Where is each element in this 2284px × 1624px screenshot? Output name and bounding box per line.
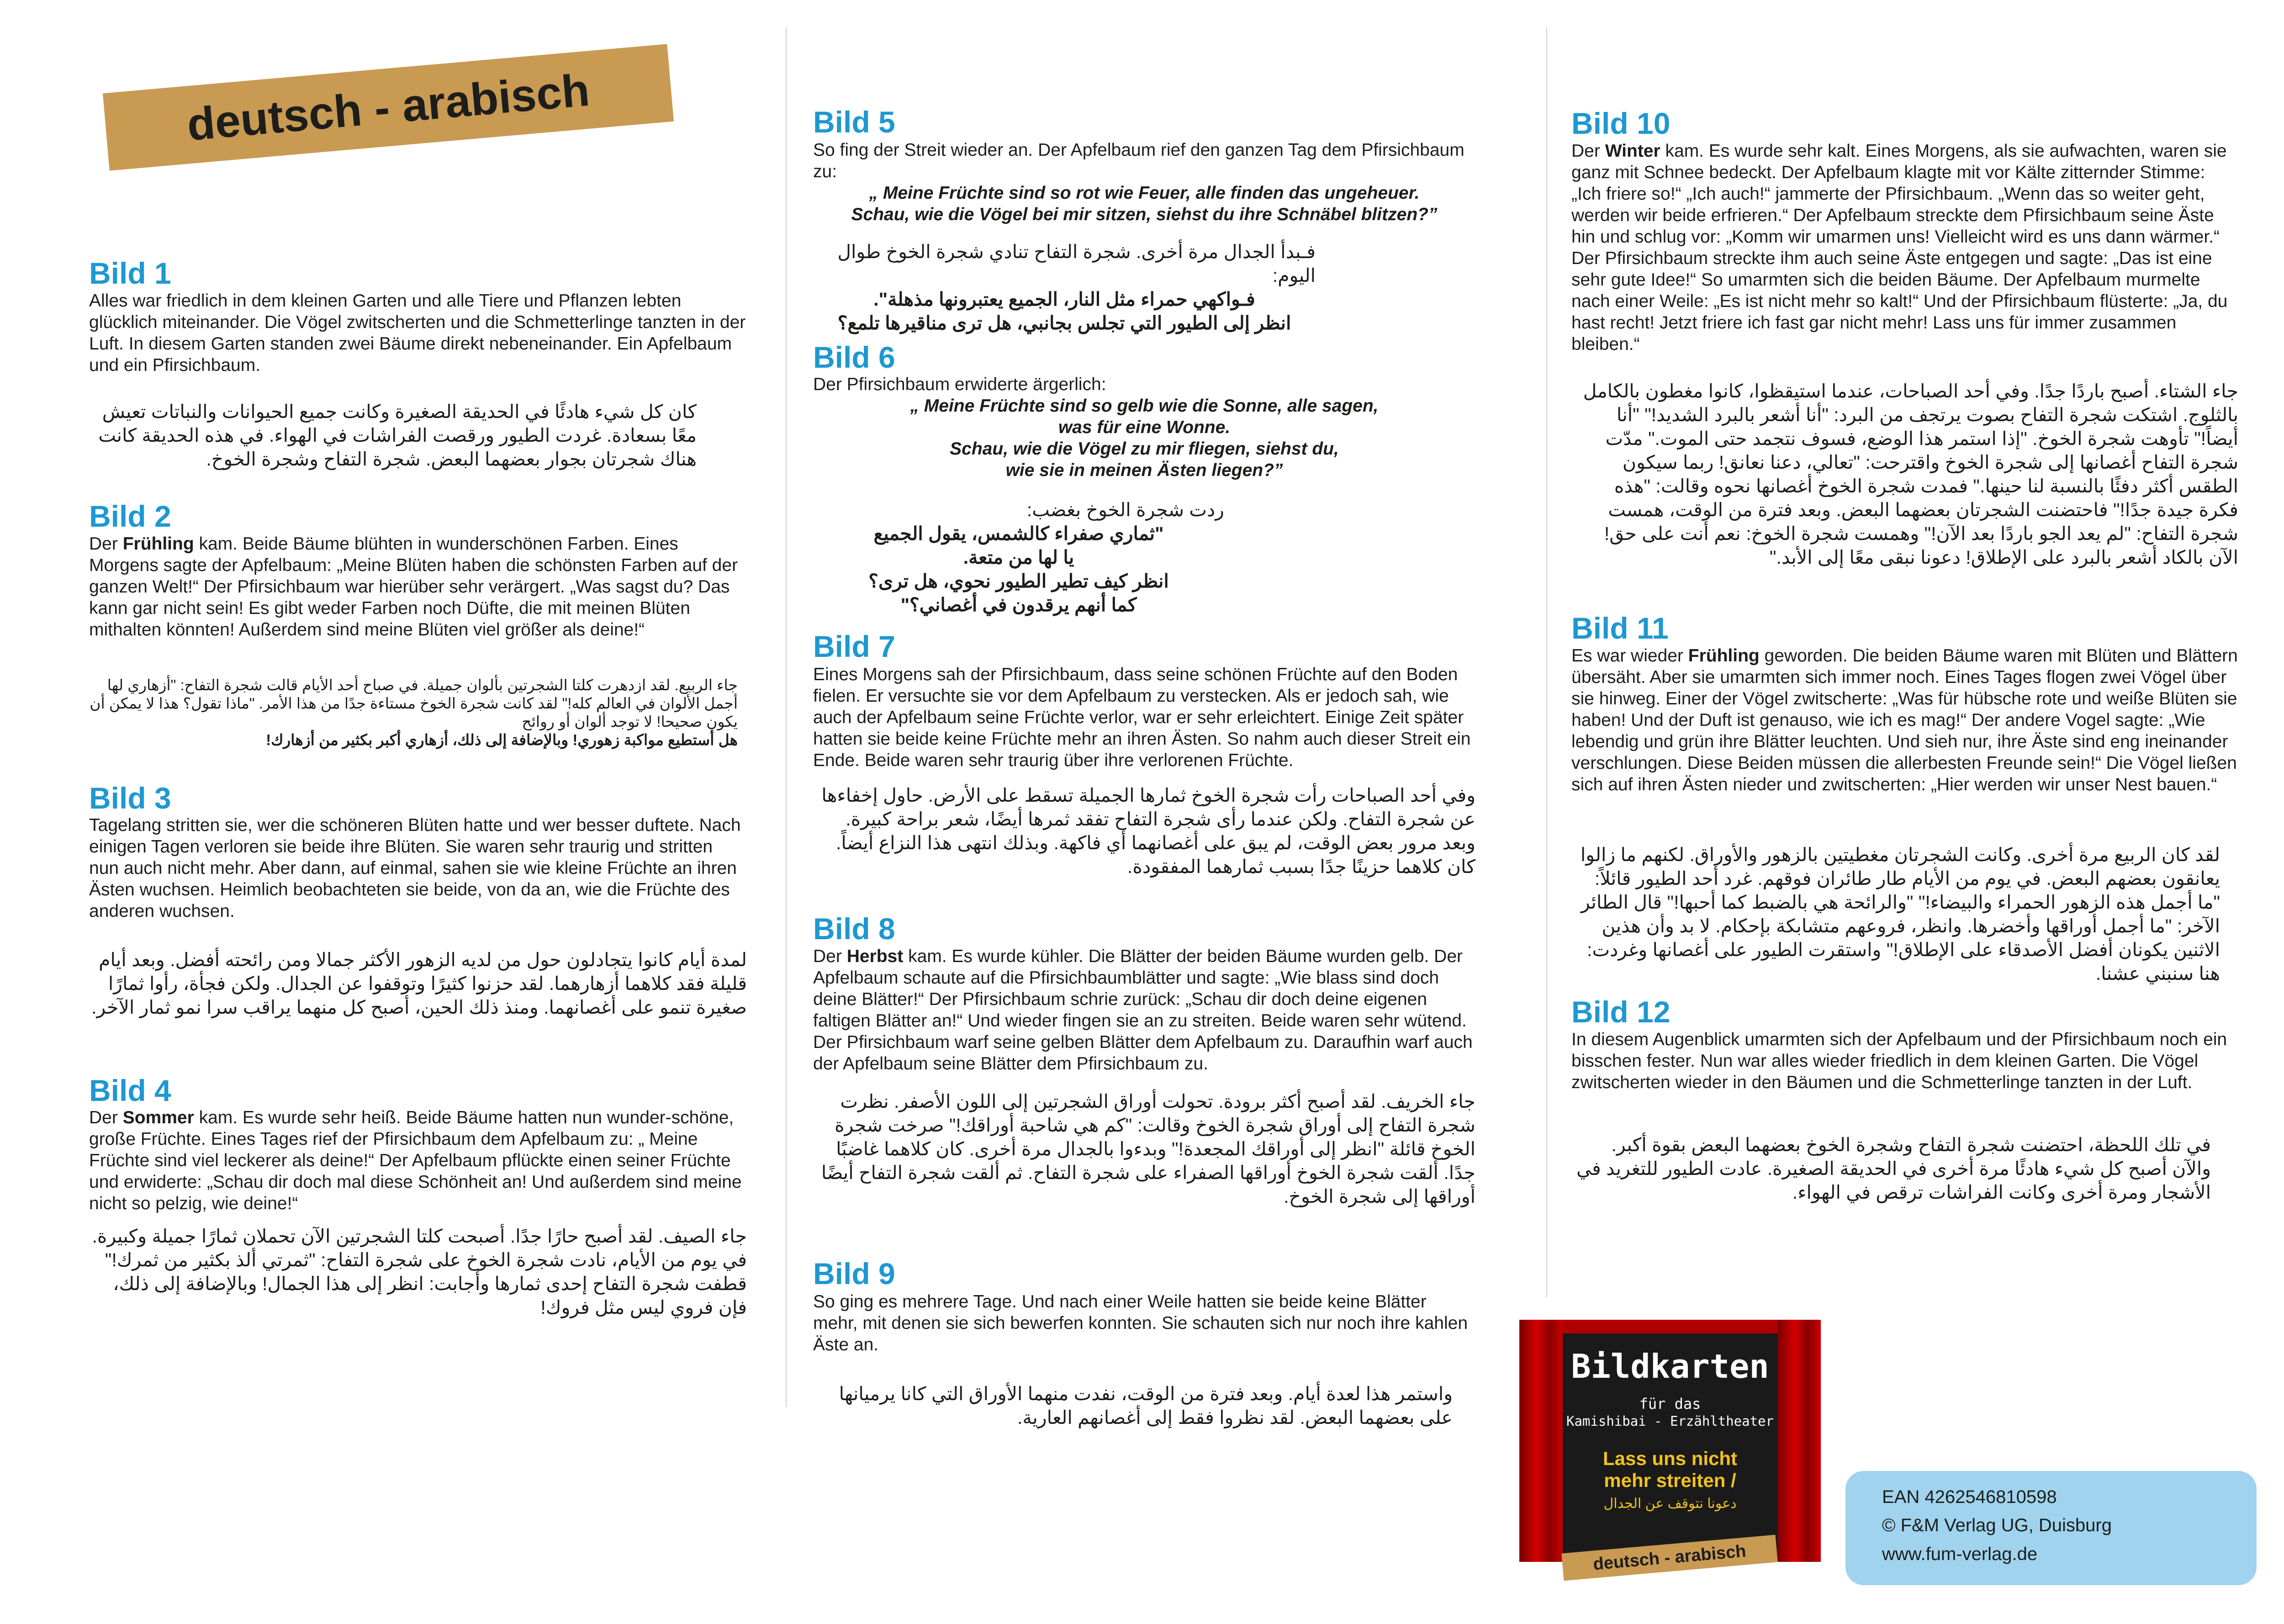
bild-11-arabic-text <box>1571 843 2220 985</box>
bild-9-arabic-text <box>813 1382 1453 1429</box>
publisher-website-link[interactable]: www.fum-verlag.de <box>1882 1544 2038 1564</box>
bild-10-german-text <box>1571 140 2238 355</box>
bild-11-german-season: Frühling <box>1688 646 1760 666</box>
language-tag-banner <box>103 44 674 170</box>
bild-1-arabic-text <box>89 400 697 471</box>
bild-5-german-quote-line: Schau, wie die Vögel bei mir sitzen, siehst du ihre Schnäbel blitzen?” <box>851 205 1438 224</box>
bild-3-german-text <box>89 815 747 922</box>
bild-8-german-post: kam. Es wurde kühler. Die Blätter der beiden Bäume wurden gelb. Der Apfelbaum schaute auf die Pfirsichbaumblätter und sagte: „Wie blass sind doch deine Blätter!“ Der Pfirsichbaum schrie zurück: „Schau dir doch deine eigenen faltigen Blätter an!“ Und wieder fingen sie an zu streiten. Beide waren sehr wütend. Der Pfirsichbaum warf seine gelben Blätter dem Apfelbaum zu. Daraufhin warf auch der Apfelbaum seine Blätter dem Pfirsichbaum zu. <box>813 947 1473 1074</box>
bild-4-german-season: Sommer <box>122 1108 194 1127</box>
curtain-left <box>1519 1320 1563 1562</box>
bildkarten-story-title-line: mehr streiten / <box>1604 1470 1736 1491</box>
bild-9-german-text <box>813 1291 1475 1355</box>
bild-6-german-quote-line: Schau, wie die Vögel zu mir fliegen, siehst du, <box>950 439 1339 459</box>
curtain-drape <box>1519 1320 1821 1333</box>
bildkarten-language-tag-label: deutsch - arabisch <box>1592 1541 1747 1574</box>
section-heading-bild-10: Bild 10 <box>1571 106 1671 140</box>
bild-10-arabic-text <box>1571 379 2238 569</box>
bildkarten-subtitle-line-2: Kamishibai - Erzähltheater <box>1566 1413 1774 1429</box>
bild-3-german-paragraph: Tagelang stritten sie, wer die schöneren Blüten hatte und wer besser duftete. Nach einigen Tagen verloren sie beide ihre Blüten. Sie waren sehr traurig und stritten nun auch nicht mehr. Aber dann, auf einmal, sahen sie wie kleine Früchte an ihren Ästen wuchsen. Heimlich beobachteten sie beide, von da an, wie die Früchte des anderen wuchsen. <box>89 815 741 921</box>
section-heading-bild-1: Bild 1 <box>89 256 171 290</box>
section-heading-bild-5: Bild 5 <box>813 105 895 139</box>
bild-1-arabic-paragraph: كان كل شيء هادئًا في الحديقة الصغيرة وكانت جميع الحيوانات والنباتات تعيش معًا بسعادة. غردت الطيور ورقصت الفراشات في الهواء. في هذه الحديقة كانت هناك شجرتان بجوار بعضهما البعض. شجرة التفاح وشجرة الخوخ. <box>98 401 697 470</box>
bild-6-arabic-quote-line: انظر كيف تطير الطيور نحوي، هل ترى؟ <box>868 571 1169 592</box>
section-heading-bild-7: Bild 7 <box>813 629 895 663</box>
bild-1-german-text <box>89 290 747 376</box>
language-tag-label: deutsch - arabisch <box>185 64 592 150</box>
bild-1-german-paragraph: Alles war friedlich in dem kleinen Garten und alle Tiere und Pflanzen lebten glücklich miteinander. Die Vögel zwitscherten und die Schmetterlinge tanzten in der Luft. In diesem Garten standen zwei Bäume direkt nebeneinander. Ein Apfelbaum und ein Pfirsichbaum. <box>89 291 746 375</box>
section-heading-bild-11: Bild 11 <box>1571 611 1669 645</box>
bild-2-german-post: kam. Beide Bäume blühten in wunderschönen Farben. Eines Morgens sagte der Apfelbaum: „Meine Blüten haben die schönsten Farben auf der ganzen Welt!“ Der Pfirsichbaum war hierüber sehr verärgert. „Was sagst du? Das kann gar nicht sein! Es gibt weder Farben noch Düfte, die mit meinen Blüten mithalten könnten! Außerdem sind meine Blüten viel größer als deine!“ <box>89 534 738 640</box>
section-heading-bild-9: Bild 9 <box>813 1257 895 1291</box>
bild-5-arabic-quote-line: فـواكهي حمراء مثل النار، الجميع يعتبرونها مذهلة". <box>873 289 1255 310</box>
bild-12-arabic-paragraph: في تلك اللحظة، احتضنت شجرة التفاح وشجرة الخوخ بعضهما البعض بقوة أكبر. والآن أصبح كل شيء هادئًا مرة أخرى في الحديقة الصغيرة. عادت الطيور للتغريد في الأشجار ومرة أخرى وكانت الفراشات ترقص في الهواء. <box>1576 1134 2211 1203</box>
bild-11-german-pre: Es war wieder <box>1571 646 1688 666</box>
bild-8-german-text <box>813 946 1475 1074</box>
bildkarten-story-title <box>1563 1448 1777 1492</box>
bild-5-arabic-intro: فـبدأ الجدال مرة أخرى. شجرة التفاح تنادي شجرة الخوخ طوال اليوم: <box>837 241 1316 286</box>
bild-4-arabic-text <box>89 1224 747 1319</box>
bild-2-german-season: Frühling <box>122 534 194 554</box>
bild-2-german-pre: Der <box>89 534 123 554</box>
bild-5-german-quote-line: „ Meine Früchte sind so rot wie Feuer, alle finden das ungeheuer. <box>869 183 1420 203</box>
bildkarten-cover-image <box>1519 1320 1821 1562</box>
section-heading-bild-3: Bild 3 <box>89 781 171 815</box>
bild-6-german-intro: Der Pfirsichbaum erwiderte ärgerlich: <box>813 375 1106 394</box>
ean-code: EAN 4262546810598 <box>1882 1487 2057 1507</box>
bild-10-german-season: Winter <box>1605 141 1660 161</box>
column-divider <box>1546 27 1547 1297</box>
section-heading-bild-6: Bild 6 <box>813 340 895 374</box>
bild-8-arabic-paragraph: جاء الخريف. لقد أصبح أكثر برودة. تحولت أوراق الشجرتين إلى اللون الأصفر. نظرت شجرة التفاح إلى أوراق شجرة الخوخ وقالت: "كم هي شاحبة أوراقك!" صرخت شجرة الخوخ قائلة "انظر إلى أوراقك المجعدة!" وبدءوا بالجدال مرة أخرى. كان كلاهما غاضبًا جدًا. ألقت شجرة الخوخ أوراقها الصفراء على شجرة التفاح. ثم ألقت شجرة التفاح أيضًا أوراقها إلى شجرة الخوخ. <box>821 1091 1475 1207</box>
bild-7-arabic-paragraph: وفي أحد الصباحات رأت شجرة الخوخ ثمارها الجميلة تسقط على الأرض. حاول إخفاءها عن شجرة التفاح. ولكن عندما رأى شجرة التفاح تفقد ثمرها أيضًا، شعر براحة كبيرة. وبعد مرور بعض الوقت، لم يبق على أغصانهما أي فاكهة. وبذلك انتهى هذا النزاع أيضاً. كان كلاهما حزينًا جدًا بسبب ثمارهما المفقودة. <box>821 785 1475 877</box>
bild-5-arabic-text <box>813 240 1316 335</box>
bild-5-german-intro: So fing der Streit wieder an. Der Apfelbaum rief den ganzen Tag dem Pfirsichbaum zu: <box>813 140 1465 181</box>
bild-2-german-text <box>89 533 747 640</box>
bild-3-arabic-paragraph: لمدة أيام كانوا يتجادلون حول من لديه الزهور الأكثر جمالا ومن رائحته أفضل. وبعد أيام قليلة فقد كلاهما أزهارهما. لقد حزنوا كثيرًا وتوقفوا عن الجدال. ولكن فجأة، رأوا ثمارًا صغيرة تنمو على أغصانهما. ومنذ ذلك الحين، أصبح كل منهما يراقب سرا نمو ثمار الآخر. <box>91 949 747 1018</box>
bildkarten-story-title-arabic: دعونا نتوقف عن الجدال <box>1603 1496 1737 1511</box>
bild-4-german-post: kam. Es wurde sehr heiß. Beide Bäume hatten nun wunder-schöne, große Früchte. Eines Tages rief der Pfirsichbaum dem Apfelbaum zu: „ Meine Früchte sind viel leckerer als deine!“ Der Apfelbaum pflückte einen seiner Früchte und erwiderte: „Schau dir doch mal diese Schönheit an! Und außerdem sind meine nicht so pelzig, wie deine!“ <box>89 1108 742 1213</box>
bildkarten-title: Bildkarten <box>1571 1347 1769 1386</box>
bild-2-arabic-text <box>89 676 738 749</box>
bild-3-arabic-text <box>89 948 747 1019</box>
bild-6-german-quote-line: „ Meine Früchte sind so gelb wie die Sonne, alle sagen, <box>910 396 1379 416</box>
column-divider <box>786 27 787 1407</box>
bild-6-arabic-quote-line: "ثماري صفراء كالشمس، يقول الجميع <box>873 523 1164 544</box>
bild-7-arabic-text <box>813 783 1475 878</box>
bild-12-german-text <box>1571 1029 2238 1093</box>
section-heading-bild-8: Bild 8 <box>813 912 895 946</box>
bild-6-german-quote-line: wie sie in meinen Ästen liegen?” <box>1005 460 1283 480</box>
bild-11-arabic-paragraph: لقد كان الربيع مرة أخرى. وكانت الشجرتان مغطيتين بالزهور والأوراق. لكنهم ما زالوا يعانقون بعضهم البعض. في يوم من الأيام طار طائران فوقهم. غرد أحد الطيور قائلاً: "ما أجمل هذه الزهور الحمراء والبيضاء!" "والرائحة هي بالضبط كما أحبها!" قال الطائر الآخر: "ما أجمل أوراقها وأخضرها. وانظر، فروعهم متشابكة بإحكام. لا بد وأن هذين الاثنين يكونان أفضل الأصدقاء على الإطلاق!" واستقرت الطيور على أغصانها وغردت: هنا سنبني عشنا. <box>1580 844 2220 984</box>
section-heading-bild-2: Bild 2 <box>89 499 171 533</box>
bild-9-german-paragraph: So ging es mehrere Tage. Und nach einer Weile hatten sie beide keine Blätter mehr, mit denen sie sich bewerfen konnten. Sie schauten sich nur noch ihre kahlen Äste an. <box>813 1292 1468 1354</box>
bild-4-german-pre: Der <box>89 1108 123 1127</box>
bild-7-german-text <box>813 664 1475 771</box>
bildkarten-subtitle-line-1: für das <box>1639 1395 1701 1412</box>
bild-4-arabic-paragraph: جاء الصيف. لقد أصبح حارًا جدًا. أصبحت كلتا الشجرتين الآن تحملان ثمارًا جميلة وكبيرة. في يوم من الأيام، نادت شجرة الخوخ على شجرة التفاح: "ثمرتي ألذ بكثير من ثمرك!" قطفت شجرة التفاح إحدى ثمارها وأجابت: انظر إلى هذا الجمال! وبالإضافة إلى ذلك، فإن فروي ليس مثل فروك! <box>92 1226 747 1318</box>
bild-2-arabic-bold-line: هل أستطيع مواكبة زهوري! وبالإضافة إلى ذلك، أزهاري أكبر بكثير من أزهارك! <box>266 731 738 748</box>
bildkarten-story-title-line: Lass uns nicht <box>1602 1448 1738 1469</box>
bild-8-arabic-text <box>813 1090 1475 1208</box>
publisher-name: © F&M Verlag UG, Duisburg <box>1882 1515 2112 1535</box>
bild-6-arabic-quote-line: كما أنهم يرقدون في أغصاني؟" <box>900 594 1137 615</box>
bild-9-arabic-paragraph: واستمر هذا لعدة أيام. وبعد فترة من الوقت، نفدت منهما الأوراق التي كانا يرميانها على بعضهما البعض. لقد نظروا فقط إلى أغصانهم العارية. <box>839 1383 1453 1428</box>
bild-11-german-text <box>1571 645 2238 795</box>
bild-6-arabic-quote-line: يا لها من متعة. <box>963 547 1074 568</box>
bild-7-german-paragraph: Eines Morgens sah der Pfirsichbaum, dass seine schönen Früchte auf den Boden fielen. Er versuchte sie vor dem Apfelbaum zu verstecken. Als er jedoch sah, wie auch der Apfelbaum seine Früchte verlor, war er sehr erleichtert. Einige Zeit später hatten sie beide keine Früchte mehr an ihren Ästen. So nahm auch dieser Streit ein Ende. Beide waren sehr traurig über ihre verlorenen Früchte. <box>813 665 1471 770</box>
bild-10-german-post: kam. Es wurde sehr kalt. Eines Morgens, als sie aufwachten, waren sie ganz mit Schnee bedeckt. Der Apfelbaum klagte mit vor Kälte zitternder Stimme: „Ich friere so!“ „Ich auch!“ jammerte der Pfirsichbaum. „Wenn das so weiter geht, werden wir beide erfrieren.“ Der Apfelbaum streckte dem Pfirsichbaum seine Äste hin und schlug vor: „Komm wir umarmen uns! Vielleicht wird es uns dann wärmer.“ Der Pfirsichbaum streckte ihm auch seine Äste entgegen und sagte: „Das ist eine sehr gute Idee!“ So umarmten sich die beiden Bäume. Der Apfelbaum murmelte nach einer Weile: „Es ist nicht mehr so kalt!“ Und der Pfirsichbaum flüsterte: „Ja, du hast recht! Jetzt friere ich fast gar nicht mehr! Lass uns für immer zusammen bleiben.“ <box>1571 141 2228 354</box>
bild-6-german-quote-line: was für eine Wonne. <box>1058 418 1231 437</box>
bild-5-arabic-quote-line: انظر إلى الطيور التي تجلس بجانبي، هل ترى مناقيرها تلمع؟ <box>837 312 1291 333</box>
publisher-info-box <box>1845 1471 2257 1585</box>
bild-10-german-pre: Der <box>1571 141 1605 161</box>
section-heading-bild-4: Bild 4 <box>89 1074 171 1107</box>
bild-2-arabic-paragraph: جاء الربيع. لقد ازدهرت كلتا الشجرتين بألوان جميلة. في صباح أحد الأيام قالت شجرة التفاح: "أزهاري لها أجمل الألوان في العالم كله!" لقد كانت شجرة الخوخ مستاءة جدًا من هذا الأمر. "ماذا تقول؟ هذا لا يمكن أن يكون صحيحا! لا توجد ألوان أو روائح <box>90 677 738 730</box>
bild-6-arabic-intro: ردت شجرة الخوخ بغضب: <box>1026 499 1224 520</box>
bild-10-arabic-paragraph: جاء الشتاء. أصبح باردًا جدًا. وفي أحد الصباحات، عندما استيقظوا، كانوا مغطون بالكامل بالثلوج. اشتكت شجرة التفاح بصوت يرتجف من البرد: "أنا أشعر بالبرد الشديد!" "أنا أيضاً!" تأوهت شجرة الخوخ. "إذا استمر هذا الوضع، فسوف نتجمد حتى الموت." مدّت شجرة التفاح أغصانها إلى شجرة الخوخ واقترحت: "تعالي، دعنا نعانق! ربما سيكون الطقس أكثر دفئًا بالنسبة لنا حينها." فمدت شجرة الخوخ أغصانها نحوه وقالت: "هذه فكرة جيدة جدًا!" فاحتضنت الشجرتان بعضهما البعض. وبعد فترة من الوقت، همست شجرة التفاح: "لم يعد الجو باردًا بعد الآن!" وهمست شجرة الخوخ: نعم أنت على حق! الآن بالكاد أشعر بالبرد على الإطلاق! دعونا نبقى معًا إلى الأبد." <box>1583 381 2238 568</box>
curtain-right <box>1777 1320 1821 1562</box>
bild-8-german-pre: Der <box>813 947 847 966</box>
bild-6-german-text <box>813 374 1475 481</box>
bild-5-german-text <box>813 139 1475 225</box>
bild-4-german-text <box>89 1107 747 1214</box>
bild-12-german-paragraph: In diesem Augenblick umarmten sich der Apfelbaum und der Pfirsichbaum noch ein bisschen fester. Nun war alles wieder friedlich in dem kleinen Garten. Die Vögel zwitscherten wieder in den Bäumen und die Schmetterlinge tanzten in der Luft. <box>1571 1030 2227 1092</box>
bild-12-arabic-text <box>1571 1133 2211 1204</box>
bild-6-arabic-text <box>813 498 1224 617</box>
bild-11-german-post: geworden. Die beiden Bäume waren mit Blüten und Blättern übersäht. Aber sie umarmten sich immer noch. Eines Tages flogen zwei Vögel über sie hinweg. Einer der Vögel zwitscherte: „Was für hübsche rote und weiße Blüten sie haben! Und der Duft ist genauso, wie ich es mag!“ Der andere Vogel sagte: „Wie lebendig und grün ihre Blätter leuchten. Und sieh nur, ihre Äste sind eng ineinander verschlungen. Diese Beiden müssen die allerbesten Freunde sein!“ Die Vögel ließen sich auf ihren Ästen nieder und zwitscherten: „Hier werden wir unser Nest bauen.“ <box>1571 646 2238 794</box>
section-heading-bild-12: Bild 12 <box>1571 995 1671 1029</box>
bild-8-german-season: Herbst <box>846 947 904 966</box>
